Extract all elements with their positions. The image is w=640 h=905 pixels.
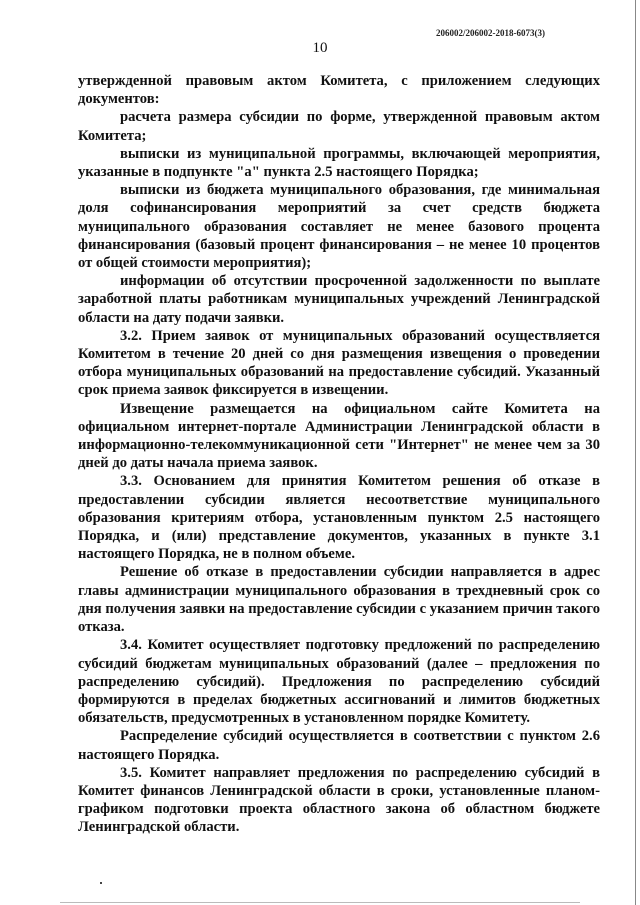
paragraph-continuation: утвержденной правовым актом Комитета, с приложением следующих документов:: [78, 73, 600, 108]
page-number: 10: [312, 40, 328, 56]
document-id: 206002/206002-2018-6073(3): [436, 28, 545, 38]
document-body: [78, 72, 600, 837]
paragraph-budget-extract: выписки из бюджета муниципального образования, где минимальная доля софинансирования мероприятий за счет средств бюджета муниципального образования составляет не менее базового процента финансирования (базовый процент финансирования – не менее 10 процентов от общей стоимости мероприятия);: [78, 182, 600, 272]
scan-edge-line: [635, 0, 636, 905]
paragraph-3-2: 3.2. Прием заявок от муниципальных образований осуществляется Комитетом в течение 20 дней со дня размещения извещения о проведении отбора муниципальных образований на предоставление субсидий. Указанный срок приема заявок фиксируется в извещении.: [78, 327, 600, 399]
paragraph-notice-placement: Извещение размещается на официальном сайте Комитета на официальном интернет-портале Администрации Ленинградской области в информационно-телекоммуникационной сети "Интернет" не менее чем за 30 дней до даты начала приема заявок.: [78, 400, 600, 472]
scan-bottom-line: [60, 902, 580, 903]
paragraph-3-5: 3.5. Комитет направляет предложения по распределению субсидий в Комитет финансов Ленинградской области в сроки, установленные планом-графиком подготовки проекта областного закона об областном бюджете Ленинградской области.: [78, 764, 600, 836]
paragraph-refusal-decision: Решение об отказе в предоставлении субсидии направляется в адрес главы администрации муниципального образования в трехдневный срок со дня получения заявки на предоставление субсидии с указанием причин такого отказа.: [78, 564, 600, 636]
paragraph-3-3: 3.3. Основанием для принятия Комитетом решения об отказе в предоставлении субсидии является несоответствие муниципального образования критериям отбора, установленным пунктом 2.5 настоящего Порядка, и (или) представление документов, указанных в пункте 3.1 настоящего Порядка, не в полном объеме.: [78, 473, 600, 563]
paragraph-3-4: 3.4. Комитет осуществляет подготовку предложений по распределению субсидий бюджетам муниципальных образований (далее – предложения по распределению субсидий). Предложения по распределению субсидий формируются в пределах бюджетных ассигнований и лимитов бюджетных обязательств, предусмотренных в установленном порядке Комитету.: [78, 637, 600, 727]
paragraph-no-arrears-info: информации об отсутствии просроченной задолженности по выплате заработной платы работникам муниципальных учреждений Ленинградской области на дату подачи заявки.: [78, 273, 600, 326]
paragraph-program-extract: выписки из муниципальной программы, включающей мероприятия, указанные в подпункте "а" пункта 2.5 настоящего Порядка;: [78, 145, 600, 181]
paragraph-subsidy-calculation: расчета размера субсидии по форме, утвержденной правовым актом Комитета;: [78, 109, 600, 144]
paragraph-distribution: Распределение субсидий осуществляется в соответствии с пунктом 2.6 настоящего Порядка.: [78, 728, 600, 763]
scan-speck: [100, 882, 102, 884]
